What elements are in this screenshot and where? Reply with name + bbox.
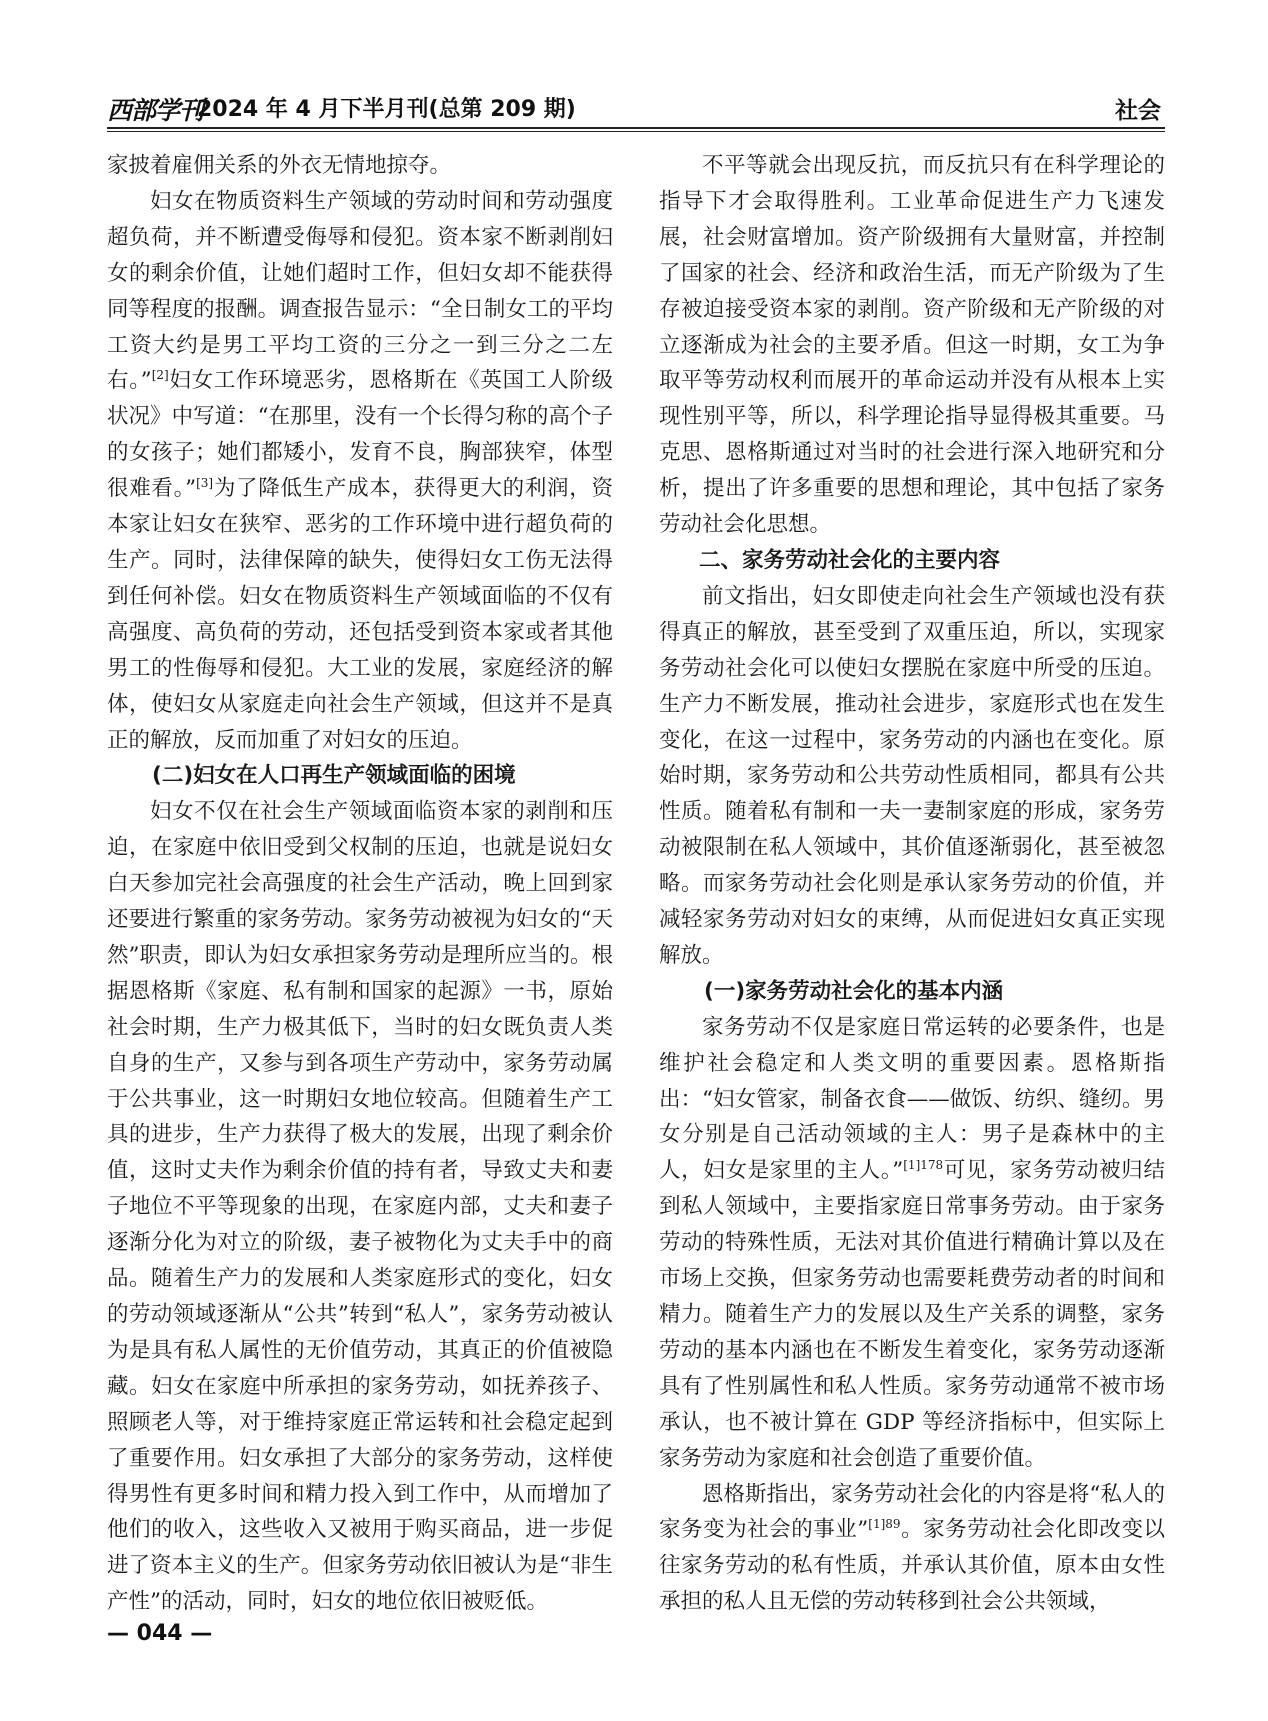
text-run: 。家务劳动社会化即改变以往家务劳动的私有性质，并承认其价值，原本由女性承担的私人且无偿的劳动转移到社会公共领域， [659,1517,1165,1615]
text-run: 可见，家务劳动被归结到私人领域中，主要指家庭日常事务劳动。由于家务劳动的特殊性质，无法对其价值进行精确计算以及在市场上交换，但家务劳动也需要耗费劳动者的时间和精力。随着生产力的发展以及生产关系的调整，家务劳动的基本内涵也在不断发生着变化，家务劳动逐渐具有了性别属性和私人性质。家务劳动通常不被市场承认，也不被计算在 GDP 等经济指标中，但实际上家务劳动为家庭和社会创造了重要价值。 [659,1158,1165,1471]
paragraph [107,184,613,759]
header-rule [107,127,1165,129]
paragraph: 不平等就会出现反抗，而反抗只有在科学理论的指导下才会取得胜利。工业革命促进生产力飞速发展，社会财富增加。资产阶级拥有大量财富，并控制了国家的社会、经济和政治生活，而无产阶级为了生存被迫接受资本家的剥削。资产阶级和无产阶级的对立逐渐成为社会的主要矛盾。但这一时期，女工为争取平等劳动权利而展开的革命运动并没有从根本上实现性别平等，所以，科学理论指导显得极其重要。马克思、恩格斯通过对当时的社会进行深入地研究和分析，提出了许多重要的思想和理论，其中包括了家务劳动社会化思想。 [659,153,1165,538]
text-run: 妇女工作环境恶劣，恩格斯在《英国工人阶级状况》中写道：“在那里，没有一个长得匀称的高个子的女孩子；她们都矮小，发育不良，胸部狭窄，体型很难看。” [107,368,613,502]
subsection-heading: (一)家务劳动社会化的基本内涵 [704,978,1004,1004]
citation: [1]178 [903,1158,944,1173]
left-column [107,148,613,1620]
issue-info: 2024 年 4 月下半月刊(总第 209 期) [197,97,576,122]
journal-logo: 西部学刊 [107,96,204,125]
right-column [659,148,1165,1620]
text-run: 家务劳动不仅是家庭日常运转的必要条件，也是维护社会稳定和人类文明的重要因素。恩格斯指出：“妇女管家，制备衣食——做饭、纺织、缝纫。男女分别是自己活动领域的主人：男子是森林中的主人，妇女是家里的主人。” [659,1014,1165,1184]
citation: [3] [196,476,214,490]
header-rule-thin [107,131,1165,132]
citation: [1]89 [868,1517,901,1532]
paragraph [659,1477,1165,1621]
citation: [2] [151,368,169,383]
text-run: 恩格斯指出，家务劳动社会化的内容是将“私人的家务变为社会的事业” [659,1481,1165,1543]
paragraph: 妇女不仅在社会生产领域面临资本家的剥削和压迫，在家庭中依旧受到父权制的压迫，也就是说妇女白天参加完社会高强度的社会生产活动，晚上回到家还要进行繁重的家务劳动。家务劳动被视为妇女的“天然”职责，即认为妇女承担家务劳动是理所应当的。根据恩格斯《家庭、私有制和国家的起源》一书，原始社会时期，生产力极其低下，当时的妇女既负责人类自身的生产，又参与到各项生产劳动中，家务劳动属于公共事业，这一时期妇女地位较高。但随着生产工具的进步，生产力获得了极大的发展，出现了剩余价值，这时丈夫作为剩余价值的持有者，导致丈夫和妻子地位不平等现象的出现，在家庭内部，丈夫和妻子逐渐分化为对立的阶级，妻子被物化为丈夫手中的商品。随着生产力的发展和人类家庭形式的变化，妇女的劳动领域逐渐从“公共”转到“私人”，家务劳动被认为是具有私人属性的无价值劳动，其真正的价值被隐藏。妇女在家庭中所承担的家务劳动，如抚养孩子、照顾老人等，对于维持家庭正常运转和社会稳定起到了重要作用。妇女承担了大部分的家务劳动，这样使得男性有更多时间和精力投入到工作中，从而增加了他们的收入，这些收入又被用于购买商品，进一步促进了资本主义的生产。但家务劳动依旧被认为是“非生产性”的活动，同时，妇女的地位依旧被贬低。 [107,799,613,1615]
running-header [107,88,1165,128]
text-run: 为了降低生产成本，获得更大的利润，资本家让妇女在狭窄、恶劣的工作环境中进行超负荷的生产。同时，法律保障的缺失，使得妇女工伤无法得到任何补偿。妇女在物质资料生产领域面临的不仅有高强度、高负荷的劳动，还包括受到资本家或者其他男工的性侮辱和侵犯。大工业的发展，家庭经济的解体，使妇女从家庭走向社会生产领域，但这并不是真正的解放，反而加重了对妇女的压迫。 [107,476,613,753]
paragraph [659,1010,1165,1477]
paragraph: 前文指出，妇女即使走向社会生产领域也没有获得真正的解放，甚至受到了双重压迫，所以，实现家务劳动社会化可以使妇女摆脱在家庭中所受的压迫。生产力不断发展，推动社会进步，家庭形式也在发生变化，在这一过程中，家务劳动的内涵也在变化。原始时期，家务劳动和公共劳动性质相同，都具有公共性质。随着私有制和一夫一妻制家庭的形成，家务劳动被限制在私人领域中，其价值逐渐弱化，甚至被忽略。而家务劳动社会化则是承认家务劳动的价值，并减轻家务劳动对妇女的束缚，从而促进妇女真正实现解放。 [659,583,1165,968]
section-name: 社会 [1115,98,1161,124]
page-number: — 044 — [107,1621,213,1646]
section-heading: 二、家务劳动社会化的主要内容 [699,547,1001,573]
text-run: 妇女在物质资料生产领域的劳动时间和劳动强度超负荷，并不断遭受侮辱和侵犯。资本家不断剥削妇女的剩余价值，让她们超时工作，但妇女却不能获得同等程度的报酬。调查报告显示：“全日制女工的平均工资大约是男工平均工资的三分之一到三分之二左右。” [107,188,613,394]
paragraph: 家披着雇佣关系的外衣无情地掠夺。 [107,153,452,178]
subsection-heading: (二)妇女在人口再生产领域面临的困境 [152,763,516,789]
